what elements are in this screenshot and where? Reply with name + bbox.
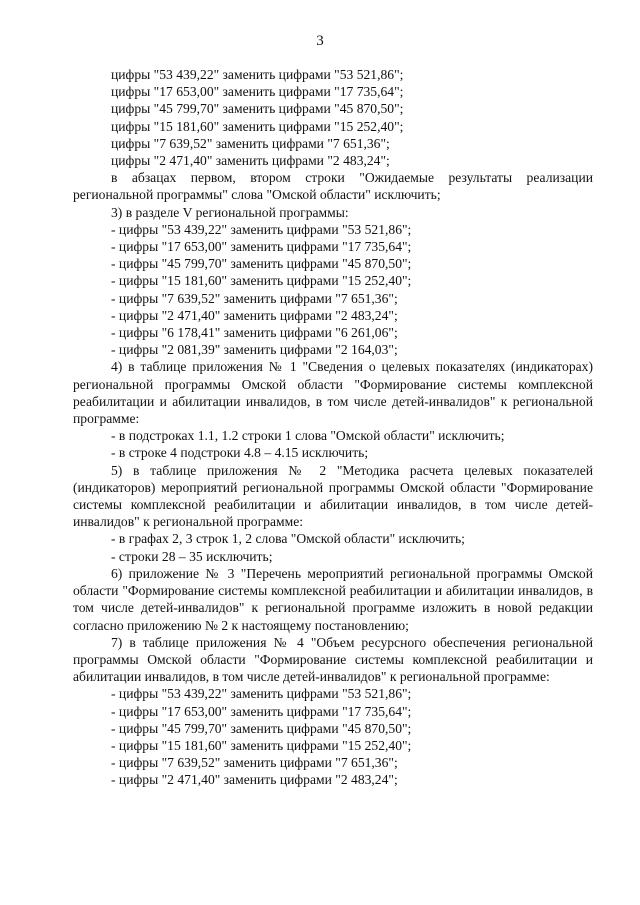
paragraph: 4) в таблице приложения № 1 "Сведения о целевых показателях (индикаторах) региональной программы Омской области "Формирование системы комплексной реабилитации и абилитации инвалидов, в том числе детей-инвалидов" к региональной программе: xyxy=(73,359,593,427)
item-heading: 3) в разделе V региональной программы: xyxy=(111,204,349,220)
list-item: - в графах 2, 3 строк 1, 2 слова "Омской области" исключить; xyxy=(111,531,465,547)
paragraph: 5) в таблице приложения № 2 "Методика расчета целевых показателей (индикаторов) мероприятий региональной программы Омской области "Формирование системы комплексной реабилитации и абилитации инвалидов, в том числе детей-инвалидов" к региональной программе: xyxy=(73,462,593,530)
list-item: - цифры "53 439,22" заменить цифрами "53 521,86"; xyxy=(111,221,412,237)
list-item: цифры "2 471,40" заменить цифрами "2 483,24"; xyxy=(111,153,390,169)
list-item: - цифры "2 081,39" заменить цифрами "2 164,03"; xyxy=(111,342,398,358)
list-item: - цифры "6 178,41" заменить цифрами "6 261,06"; xyxy=(111,325,398,341)
list-item: - цифры "53 439,22" заменить цифрами "53 521,86"; xyxy=(111,686,412,702)
list-item: - цифры "7 639,52" заменить цифрами "7 651,36"; xyxy=(111,755,398,771)
list-item: цифры "53 439,22" заменить цифрами "53 521,86"; xyxy=(111,67,404,82)
list-item: цифры "7 639,52" заменить цифрами "7 651,36"; xyxy=(111,135,390,151)
list-item: - в подстроках 1.1, 1.2 строки 1 слова "Омской области" исключить; xyxy=(111,428,505,444)
page-number: 3 xyxy=(316,33,324,49)
list-item: - цифры "2 471,40" заменить цифрами "2 483,24"; xyxy=(111,772,398,788)
list-item: - цифры "7 639,52" заменить цифрами "7 651,36"; xyxy=(111,290,398,306)
list-item: - цифры "17 653,00" заменить цифрами "17 735,64"; xyxy=(111,239,412,255)
paragraph: 7) в таблице приложения № 4 "Объем ресурсного обеспечения региональной программы Омской области "Формирование системы комплексной реабилитации и абилитации инвалидов, в том числе детей-инвалидов" к региональной программе: xyxy=(73,634,593,685)
paragraph: в абзацах первом, втором строки "Ожидаемые результаты реализации региональной программы" слова "Омской области" исключить; xyxy=(73,170,593,203)
paragraph: 6) приложение № 3 "Перечень мероприятий региональной программы Омской области "Формирование системы комплексной реабилитации и абилитации инвалидов, в том числе детей-инвалидов" к региональной программе изложить в новой редакции согласно приложению № 2 к настоящему постановлению; xyxy=(73,565,593,633)
document-body xyxy=(73,66,593,789)
list-item: - цифры "2 471,40" заменить цифрами "2 483,24"; xyxy=(111,307,398,323)
list-item: - цифры "45 799,70" заменить цифрами "45 870,50"; xyxy=(111,720,412,736)
list-item: - строки 28 – 35 исключить; xyxy=(111,548,273,564)
list-item: - цифры "45 799,70" заменить цифрами "45 870,50"; xyxy=(111,256,412,272)
list-item: - цифры "15 181,60" заменить цифрами "15 252,40"; xyxy=(111,273,412,289)
list-item: цифры "45 799,70" заменить цифрами "45 870,50"; xyxy=(111,101,404,117)
list-item: - цифры "15 181,60" заменить цифрами "15 252,40"; xyxy=(111,737,412,753)
list-item: цифры "17 653,00" заменить цифрами "17 735,64"; xyxy=(111,84,404,100)
list-item: - цифры "17 653,00" заменить цифрами "17 735,64"; xyxy=(111,703,412,719)
list-item: цифры "15 181,60" заменить цифрами "15 252,40"; xyxy=(111,118,404,134)
list-item: - в строке 4 подстроки 4.8 – 4.15 исключить; xyxy=(111,445,369,461)
